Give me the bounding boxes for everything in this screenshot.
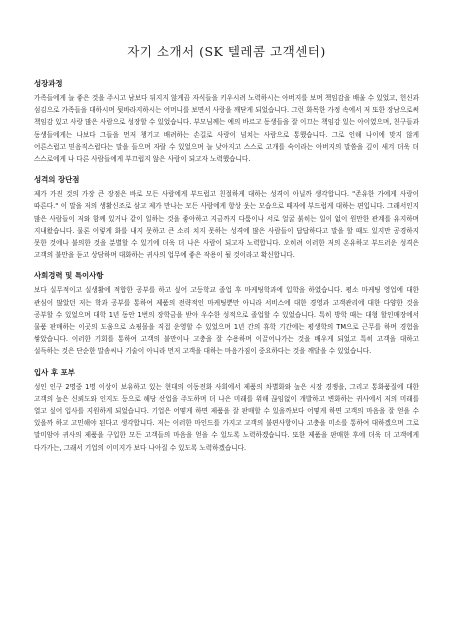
section-heading: 사회경력 및 특이사항 xyxy=(34,271,104,281)
section-heading: 입사 후 포부 xyxy=(34,367,75,377)
section-body: 제가 가진 것의 가장 큰 장점은 바로 모든 사람에게 부드럽고 친절하게 대하는 성격이 아닐까 생각합니다. "존유한 가에게 사랑이 따른다." 이 말을 저의 생활신조로 삼고 제가 만나는 모든 사람에게 항상 웃는 모습으로 때자에 부드럽게 대하는 편입니다. 그래서인지 많은 사람들이 저와 함께 있거나 같이 일하는 것을 좋아하고 지금까지 다툼이나 서로 얼굴 붉히는 일이 없이 원만한 관계를 유지하며 지내왔습니다. 물론 이렇게 화를 내지 못하고 큰 소리 치지 못하는 성격에 많은 사람들이 답답하다고 말을 할 때도 있지만 공경하지 못한 것에나 불의한 것을 분별할 수 있기에 더욱 더 나은 사람이 되고자 노력합니다. 오히려 이러한 저의 온유하고 부드러운 성격은 고객의 불만을 듣고 상담하며 대화하는 귀사의 업무에 좋은 작용이 될 것이라고 확신합니다. xyxy=(34,190,419,260)
section-growth xyxy=(34,79,419,165)
section-body: 가족들에게 늘 좋은 것을 주시고 남보다 뒤지지 않게끔 자식들을 키우시려 노력하시는 아버지를 보며 책임감을 배울 수 있었고, 헌신과 섬김으로 가족들을 대하시며 뒷바라지하시는 어머니를 보면서 사랑을 깨닫게 되었습니다. 그런 화목한 가정 속에서 저 또한 장남으로써 책임감 있고 사랑 많은 사람으로 성장할 수 있었습니다. 부모님께는 예의 바르고 동생들을 잘 이끄는 책임감 있는 아이였으며, 친구들과 동생들에게는 나보다 그들을 먼저 챙기고 배려하는 손길로 사랑이 넘치는 사람으로 통했습니다. 그로 인해 나이에 맞지 않게 어른스럽고 믿음직스럽다는 말을 들으며 자랄 수 있었으며 늘 낮아지고 스스로 고개를 숙이라는 아버지의 말씀을 깊이 새겨 더욱 더 스스로에게 나 다른 사람들에게 부끄럽지 않은 사람이 되고자 노력했습니다. xyxy=(34,94,419,164)
section-heading: 성격의 장단점 xyxy=(34,175,80,185)
section-heading: 성장과정 xyxy=(34,79,63,88)
section-body: 성인 인구 2명중 1명 이상이 보유하고 있는 현대의 이동전화 사회에서 제품의 차별화와 높은 시장 경쟁을, 그리고 통화품질에 대한 고객의 높은 신뢰도와 인지도 등으로 해당 산업을 주도하며 더 나은 미래를 위해 끊임없이 개발하고 변화하는 귀사에서 저의 미래를 열고 싶어 입사를 지원하게 되었습니다. 기업은 어떻게 하면 제품을 잘 판매할 수 있을까보다 어떻게 하면 고객의 마음을 잘 얻을 수 있을까 하고 고민해야 된다고 생각합니다. 저는 이러한 마인드를 가지고 고객의 불편사항이나 고충을 미소를 통하여 대하겠으며 그로 말미암아 귀사의 제품을 구입한 모든 고객들의 마음을 얻을 수 있도록 노력하겠습니다. 또한 제품을 판매한 후에 더욱 더 고객에게 다가가는, 그래서 기업의 이미지가 보다 나아질 수 있도록 노력하겠습니다. xyxy=(34,382,419,452)
section-career xyxy=(34,271,419,357)
section-aspiration xyxy=(34,368,419,454)
document-title: 자기 소개서 (SK 텔레콤 고객센터) xyxy=(127,44,326,59)
section-body: 보다 실무적이고 실생활에 적합한 공부를 하고 싶어 고등학교 졸업 후 마케팅학과에 입학을 하였습니다. 평소 마케팅 영업에 대한 관심이 많았던 저는 학과 공부를 통하여 제품의 전략적인 마케팅뿐만 아니라 서비스에 대한 경영과 고객관리에 대한 다양한 것을 공부할 수 있었으며 대학 1년 동안 1번의 장학금을 받아 우수한 성적으로 졸업할 수 있었습니다. 특히 방학 때는 대형 할인매장에서 물품 판매하는 이곳의 도움으로 쇼핑몰을 직접 운영할 수 있었으며 1년 간의 휴학 기간에는 평생학의 TM으로 근무를 하며 경험을 쌓았습니다. 이러한 기회를 통하여 고객의 불만이나 고충을 잘 수용하며 이끌어나가는 것을 배우게 되었고 특히 고객을 대하고 설득하는 것은 단순한 말솜씨나 기술이 아니라 먼저 고객을 대하는 마음가짐이 중요하다는 것을 깨달을 수 있었습니다. xyxy=(34,286,419,356)
section-personality xyxy=(34,175,419,261)
